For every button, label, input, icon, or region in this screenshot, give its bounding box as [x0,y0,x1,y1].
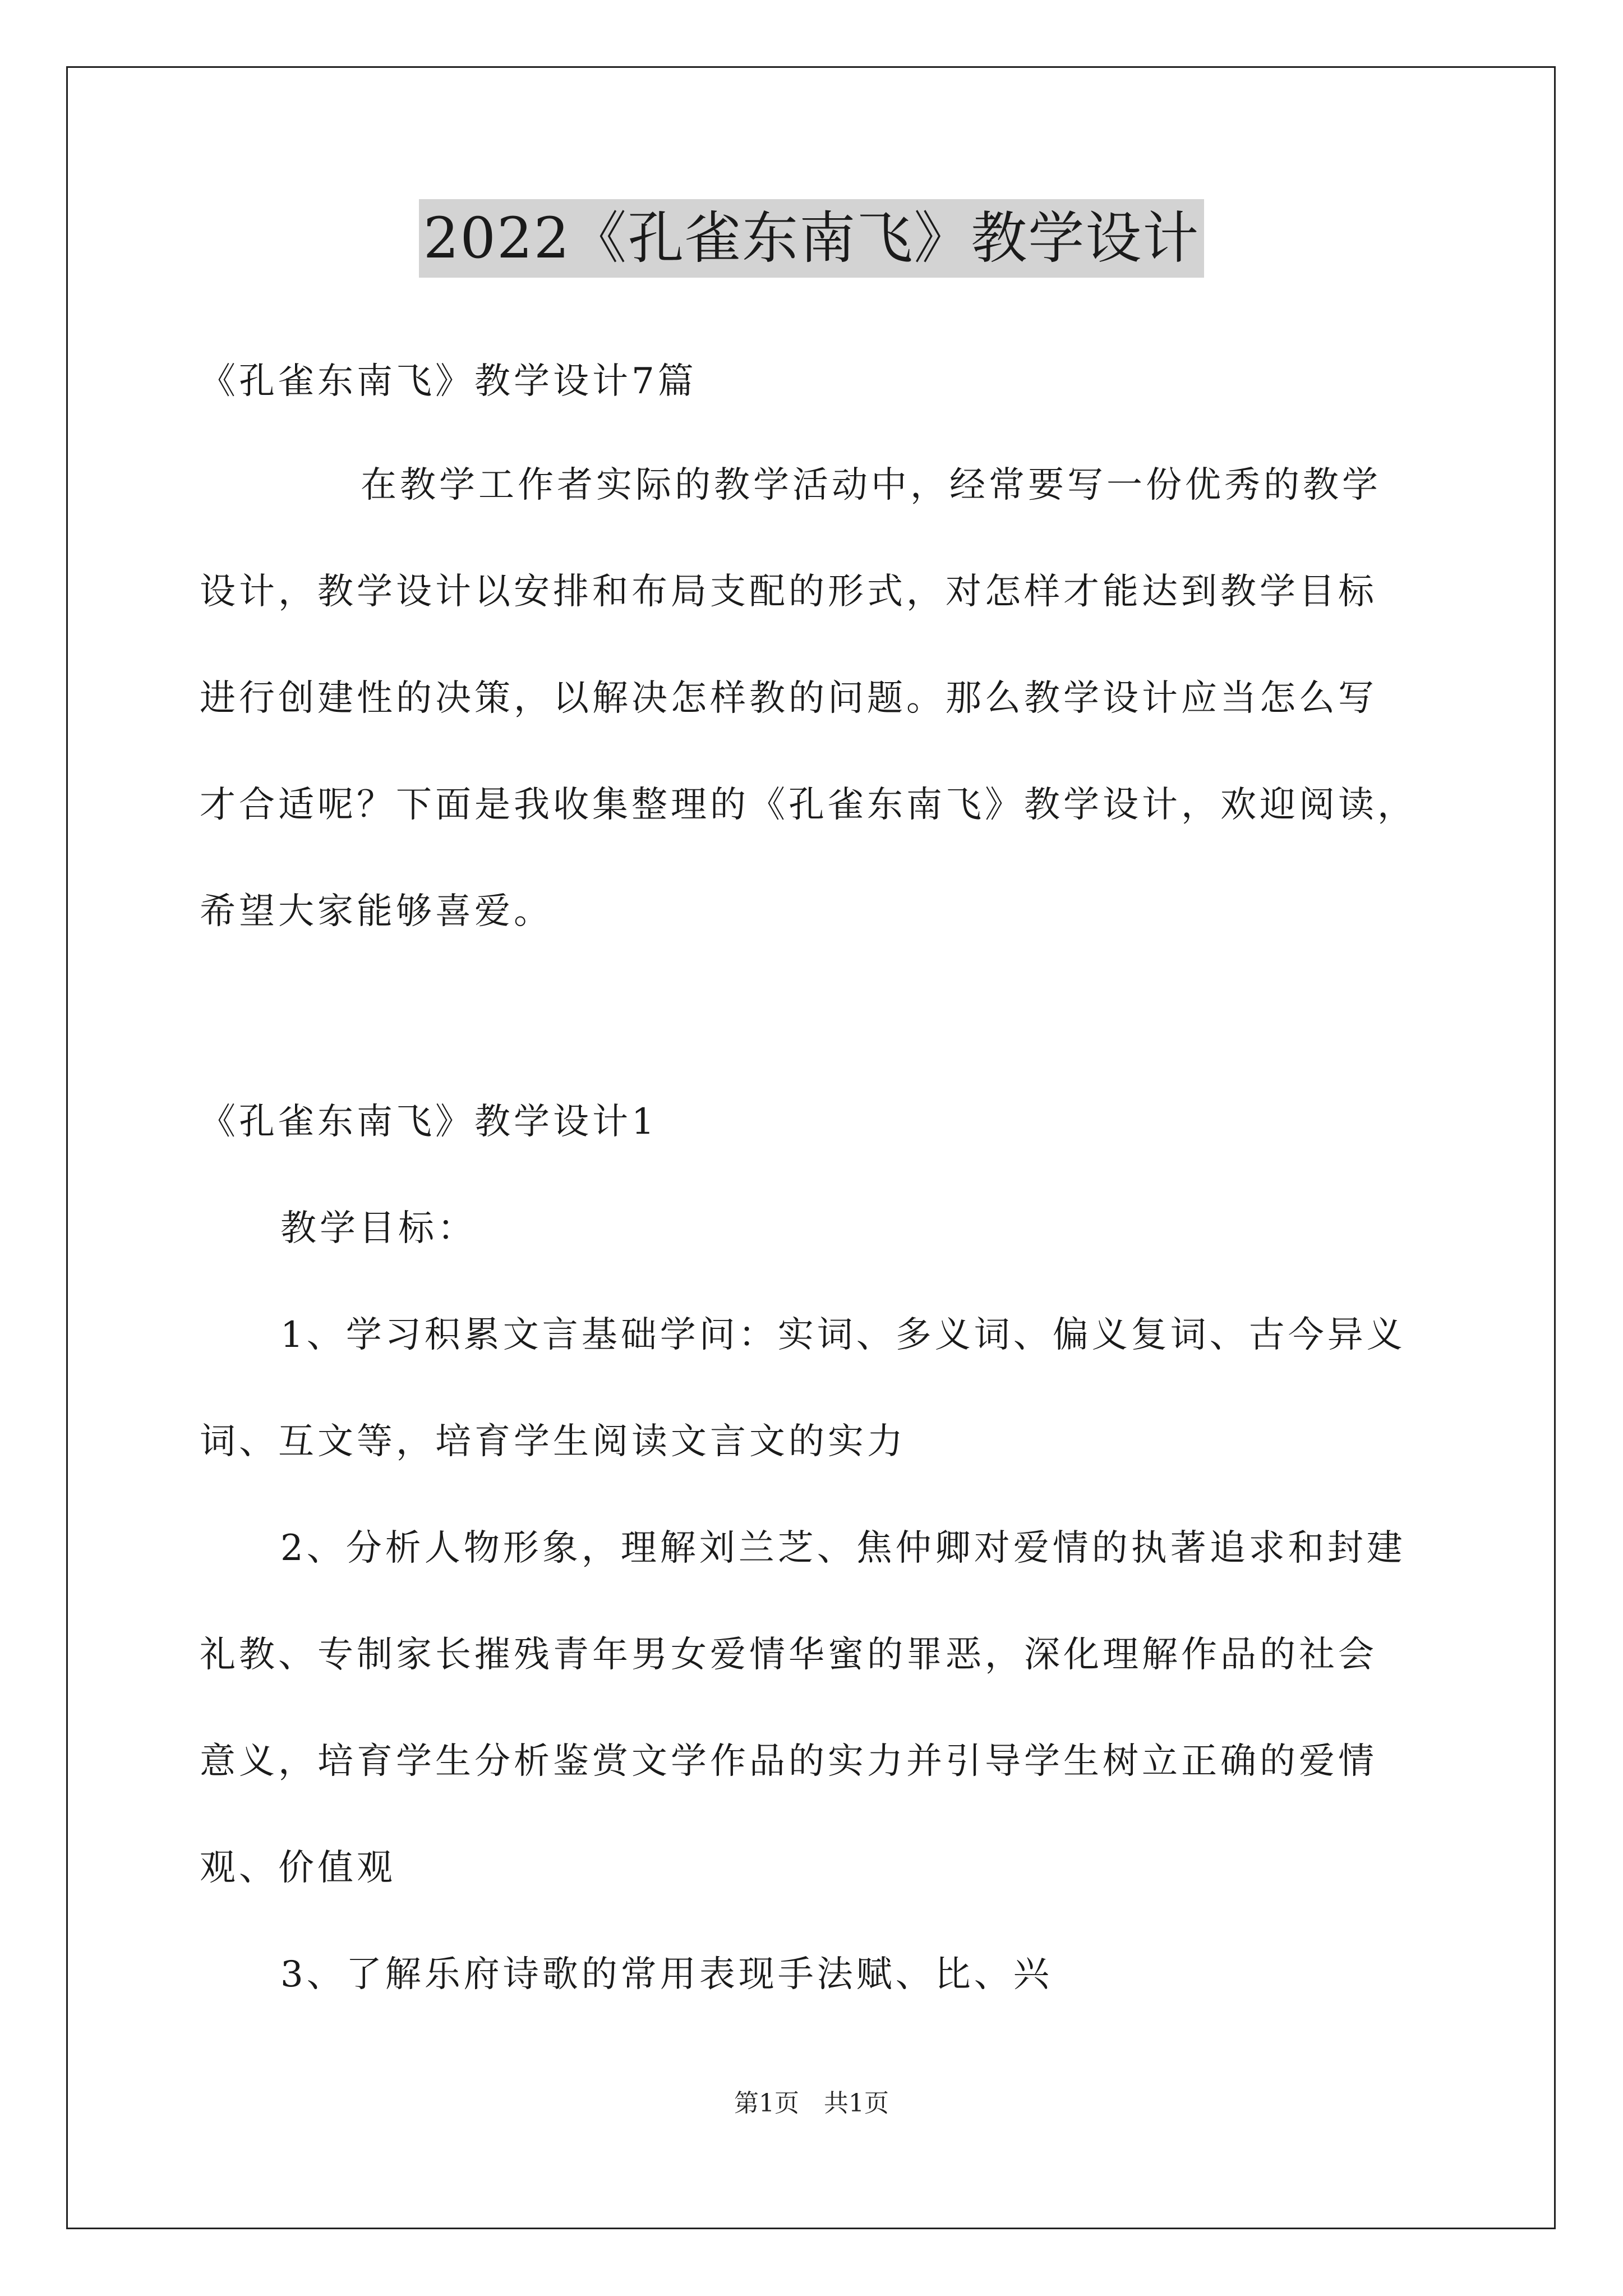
title-container [0,199,1623,278]
objective-line: 观、价值观 [200,1847,396,1889]
paragraph-line: 进行创建性的决策，以解决怎样教的问题。那么教学设计应当怎么写 [200,678,1377,719]
section-label: 教学目标： [280,1208,477,1249]
objective-line: 意义，培育学生分析鉴赏文学作品的实力并引导学生树立正确的爱情 [200,1741,1377,1782]
objective-line: 礼教、专制家长摧残青年男女爱情华蜜的罪恶，深化理解作品的社会 [200,1634,1377,1676]
page-number-footer: 第1页 共1页 [734,2089,889,2118]
objective-line: 3、了解乐府诗歌的常用表现手法赋、比、兴 [280,1954,1053,1995]
paragraph-line: 才合适呢？下面是我收集整理的《孔雀东南飞》教学设计，欢迎阅读， [200,784,1417,826]
objective-line: 1、学习积累文言基础学问：实词、多义词、偏义复词、古今异义 [280,1314,1406,1356]
paragraph-line: 设计，教学设计以安排和布局支配的形式，对怎样才能达到教学目标 [200,571,1377,613]
objective-line: 词、互文等，培育学生阅读文言文的实力 [200,1421,906,1462]
paragraph-line: 希望大家能够喜爱。 [200,891,553,932]
subtitle-line: 《孔雀东南飞》教学设计7篇 [200,361,697,402]
section-heading: 《孔雀东南飞》教学设计1 [200,1101,658,1143]
objective-line: 2、分析人物形象，理解刘兰芝、焦仲卿对爱情的执著追求和封建 [280,1527,1406,1569]
document-title: 2022《孔雀东南飞》教学设计 [419,199,1205,278]
paragraph-line: 在教学工作者实际的教学活动中，经常要写一份优秀的教学 [361,464,1381,506]
